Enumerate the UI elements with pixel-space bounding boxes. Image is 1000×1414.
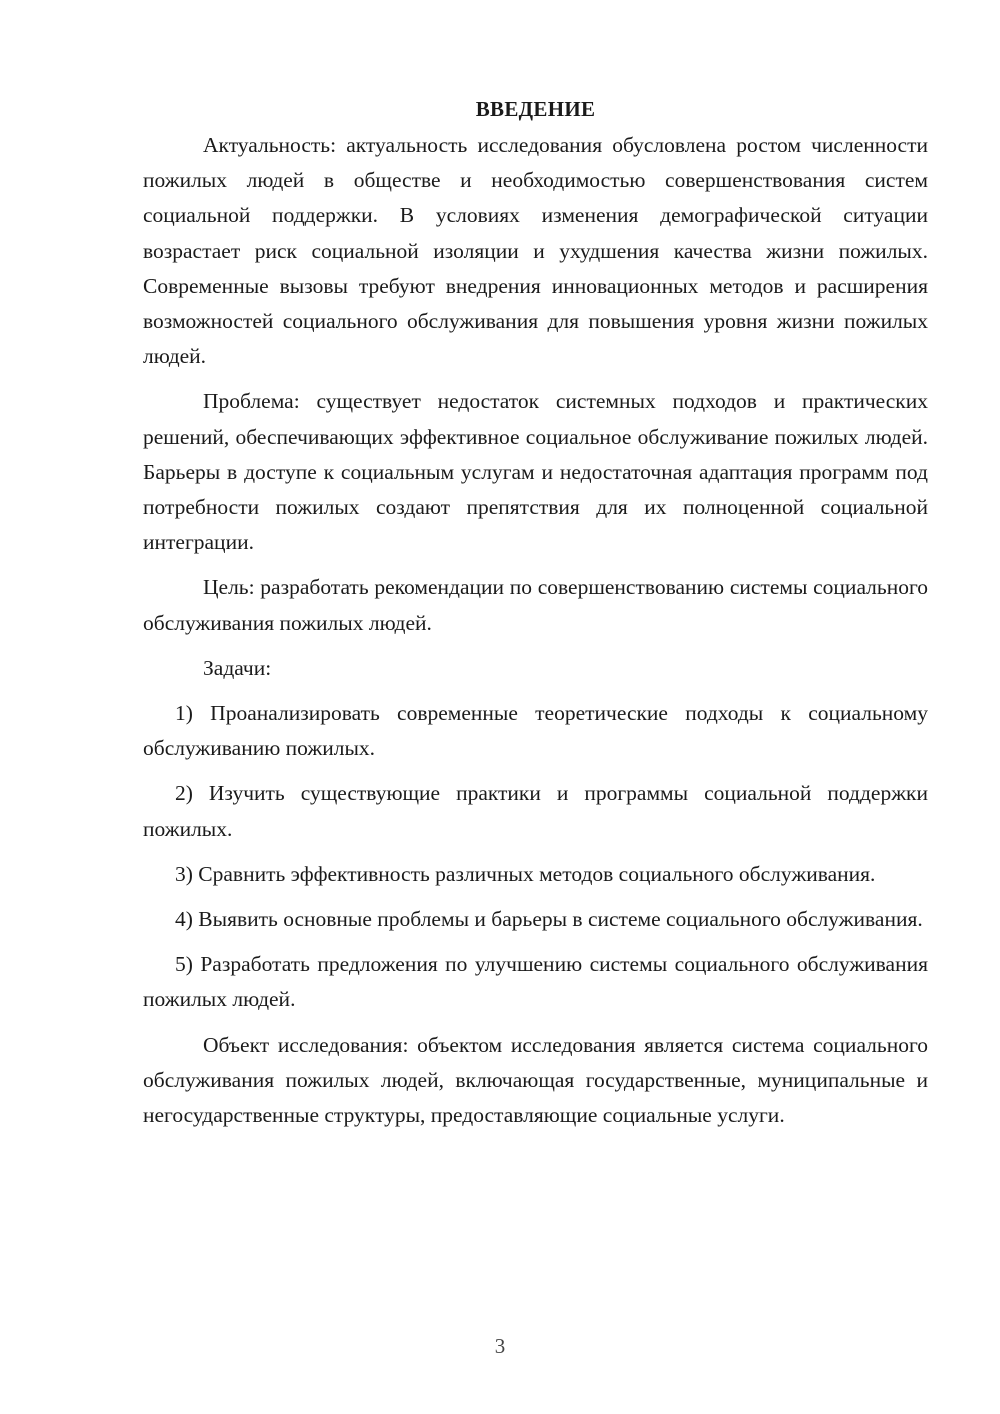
problem-paragraph: Проблема: существует недостаток системных подходов и практических решений, обеспечивающих эффективное социальное обслуживание пожилых людей. Барьеры в доступе к социальным услугам и недостаточная адаптация программ под потребности пожилых создают препятствия для их полноценной социальной интеграции. — [143, 389, 928, 555]
goal-paragraph: Цель: разработать рекомендации по совершенствованию системы социального обслуживания пожилых людей. — [143, 575, 928, 635]
task-item-1: 1) Проанализировать современные теоретические подходы к социальному обслуживанию пожилых. — [143, 701, 928, 761]
section-title: ВВЕДЕНИЕ — [475, 97, 596, 121]
task-item-4: 4) Выявить основные проблемы и барьеры в системе социального обслуживания. — [175, 907, 923, 932]
object-paragraph: Объект исследования: объектом исследования является система социального обслуживания пожилых людей, включающая государственные, муниципальные и негосударственные структуры, предоставляющие социальные услуги. — [143, 1032, 928, 1128]
task-item-5: 5) Разработать предложения по улучшению системы социального обслуживания пожилых людей. — [143, 952, 928, 1012]
document-page — [143, 92, 928, 1133]
page-number: 3 — [494, 1334, 506, 1358]
task-item-3: 3) Сравнить эффективность различных методов социального обслуживания. — [175, 861, 876, 886]
relevance-paragraph: Актуальность: актуальность исследования обусловлена ростом численности пожилых людей в обществе и необходимостью совершенствования систем социальной поддержки. В условиях изменения демографической ситуации возрастает риск социальной изоляции и ухудшения качества жизни пожилых. Современные вызовы требуют внедрения инновационных методов и расширения возможностей социального обслуживания для повышения уровня жизни пожилых людей. — [143, 133, 928, 369]
tasks-heading: Задачи: — [203, 655, 272, 680]
task-item-2: 2) Изучить существующие практики и программы социальной поддержки пожилых. — [143, 781, 928, 841]
